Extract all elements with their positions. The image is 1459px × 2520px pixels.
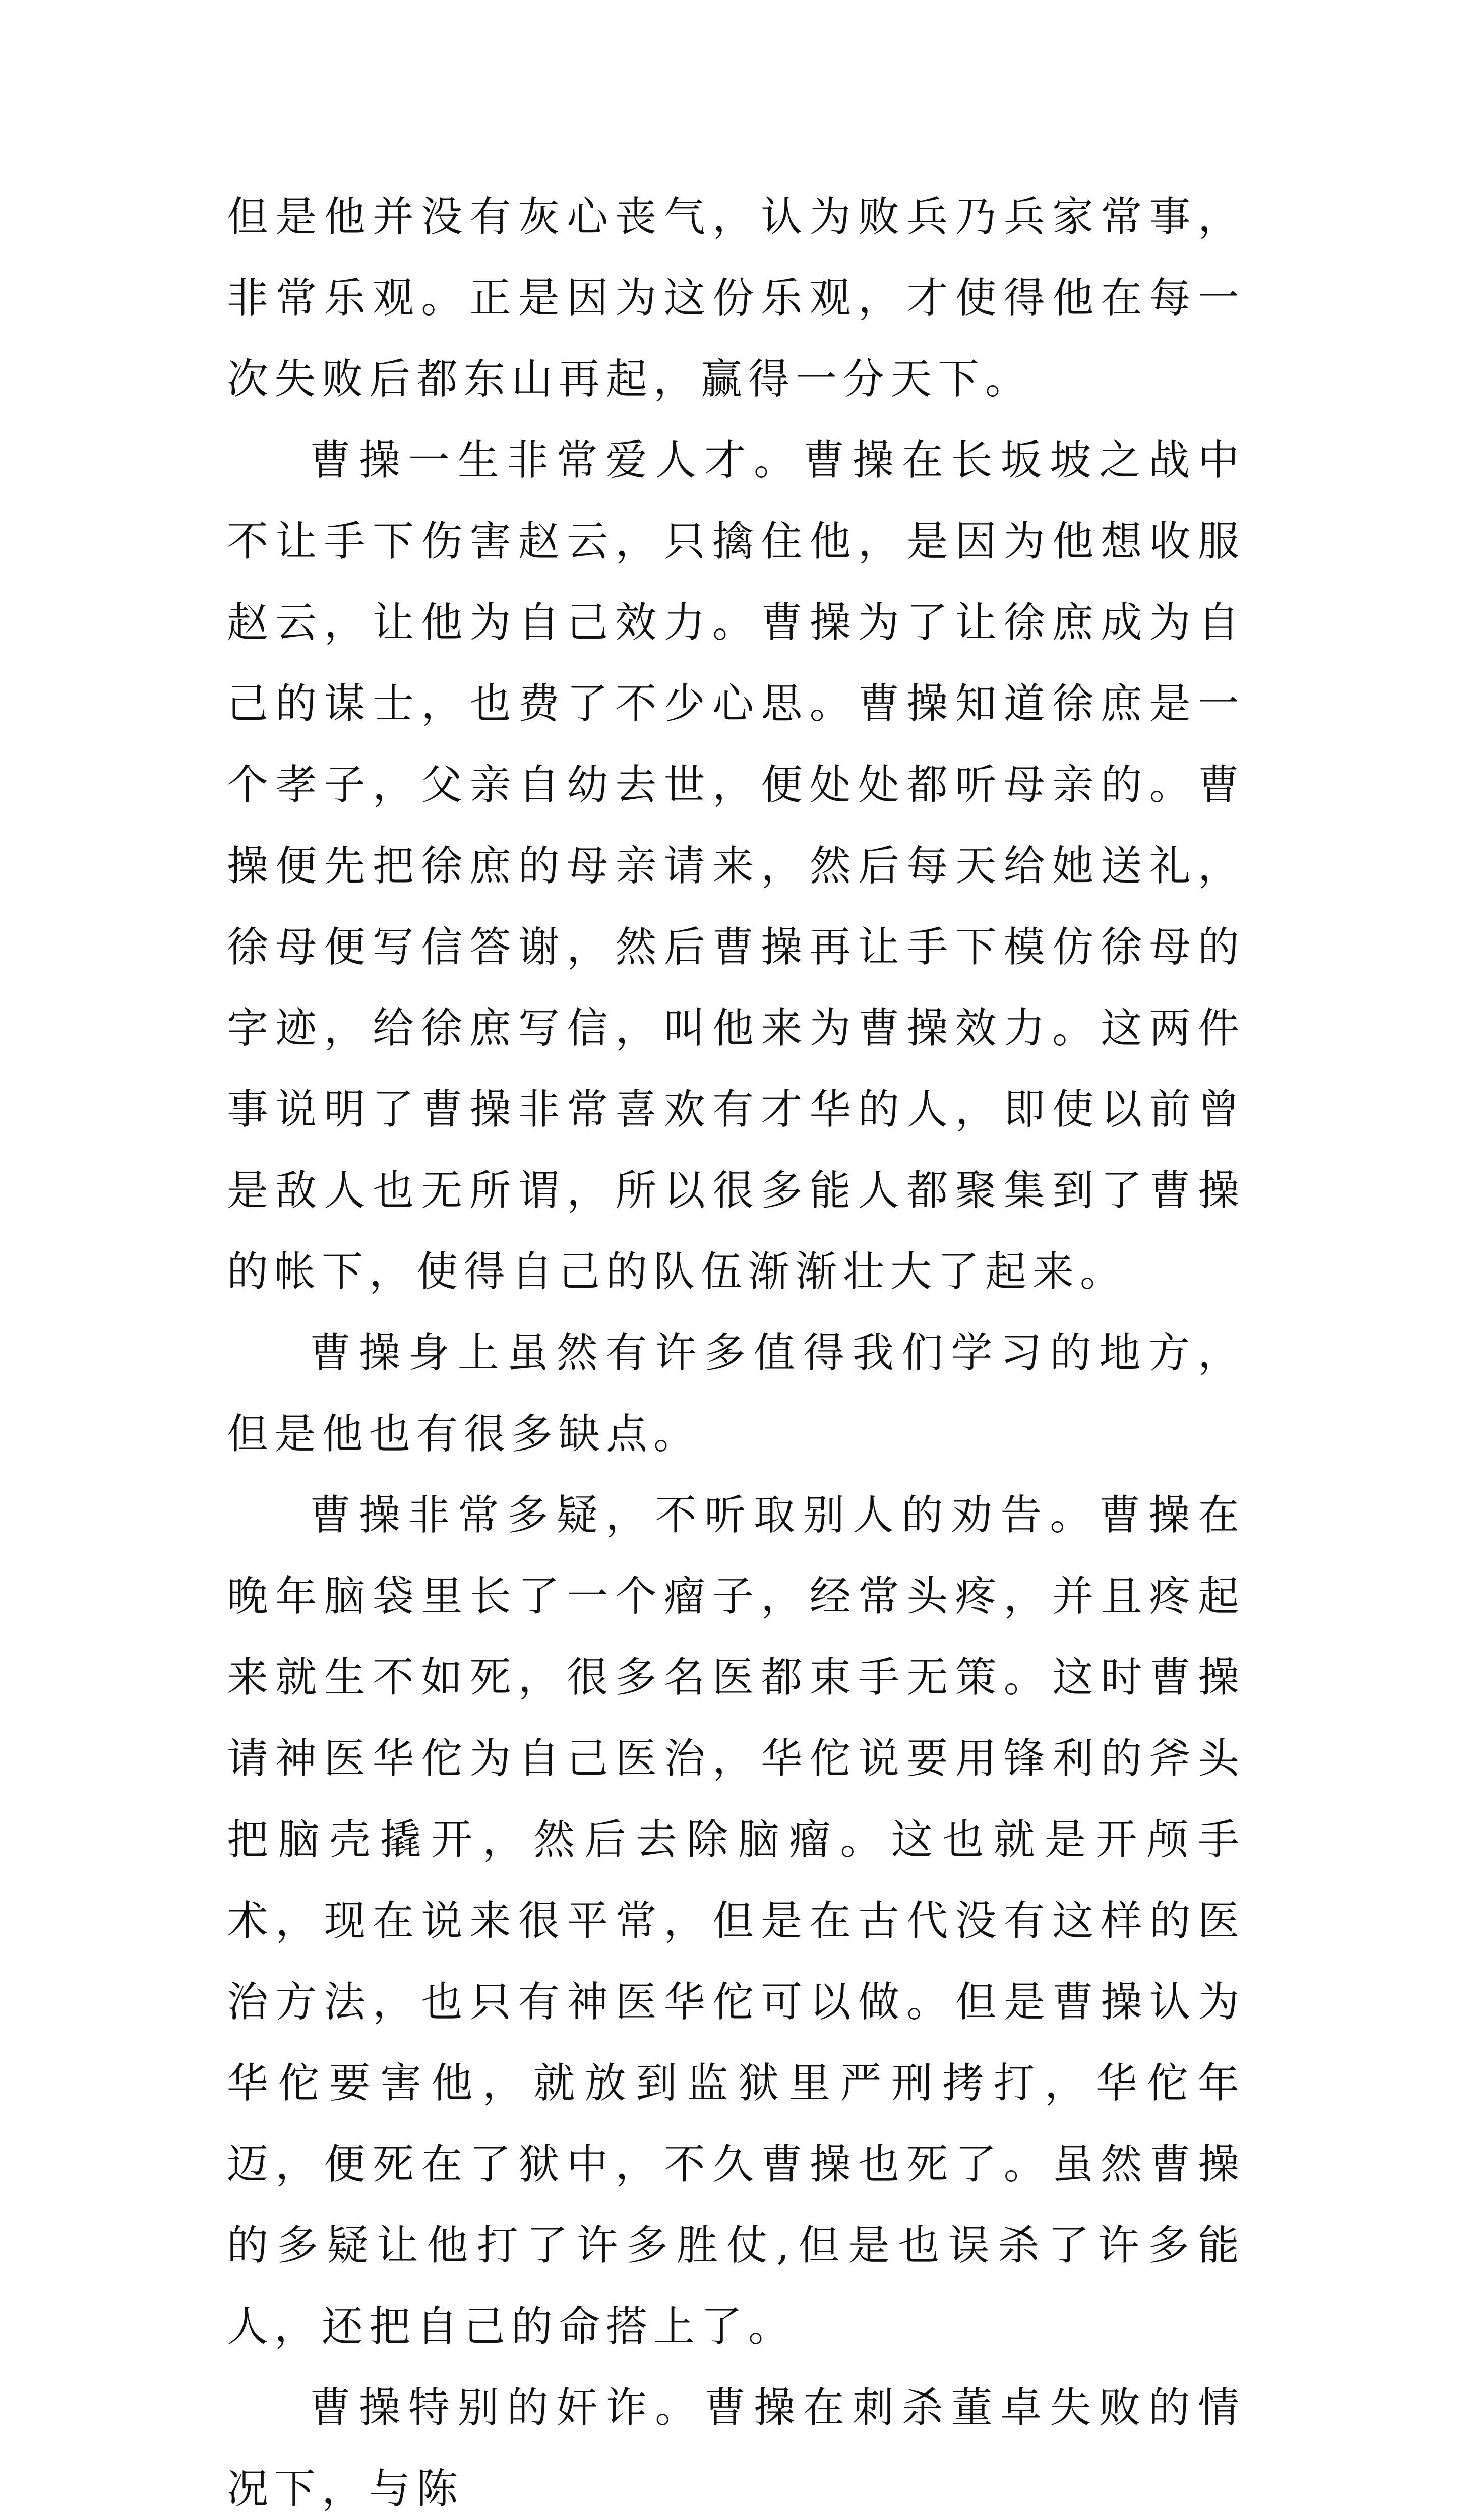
paragraph-suspicion: 曹操非常多疑，不听取别人的劝告。曹操在晚年脑袋里长了一个瘤子，经常头疼，并且疼起来就生不如死，很多名医都束手无策。这时曹操请神医华佗为自己医治，华佗说要用锋利的斧头把脑壳撬开，然后去除脑瘤。这也就是开颅手术，现在说来很平常，但是在古代没有这样的医治方法，也只有神医华佗可以做。但是曹操认为华佗要害他，就放到监狱里严刑拷打，华佗年迈，便死在了狱中，不久曹操也死了。虽然曹操的多疑让他打了许多胜仗,但是也误杀了许多能人，还把自己的命搭上了。 bbox=[227, 1491, 1245, 2351]
paragraph-talent: 曹操一生非常爱人才。曹操在长坂坡之战中不让手下伤害赵云，只擒住他，是因为他想收服赵云，让他为自己效力。曹操为了让徐庶成为自己的谋士，也费了不少心思。曹操知道徐庶是一个孝子，父亲自幼去世，便处处都听母亲的。曹操便先把徐庶的母亲请来，然后每天给她送礼，徐母便写信答谢，然后曹操再让手下模仿徐母的字迹，给徐庶写信，叫他来为曹操效力。这两件事说明了曹操非常喜欢有才华的人，即使以前曾是敌人也无所谓，所以很多能人都聚集到了曹操的帐下，使得自己的队伍渐渐壮大了起来。 bbox=[227, 436, 1245, 1296]
paragraph-shortcomings: 曹操身上虽然有许多值得我们学习的地方，但是他也有很多缺点。 bbox=[227, 1329, 1245, 1458]
body-text bbox=[227, 176, 1245, 2520]
paragraph-continuation: 但是他并没有灰心丧气，认为败兵乃兵家常事，非常乐观。正是因为这份乐观，才使得他在每一次失败后都东山再起，赢得一分天下。 bbox=[227, 193, 1245, 403]
paragraph-cunning: 曹操特别的奸诈。曹操在刺杀董卓失败的情况下，与陈 bbox=[227, 2384, 1245, 2513]
